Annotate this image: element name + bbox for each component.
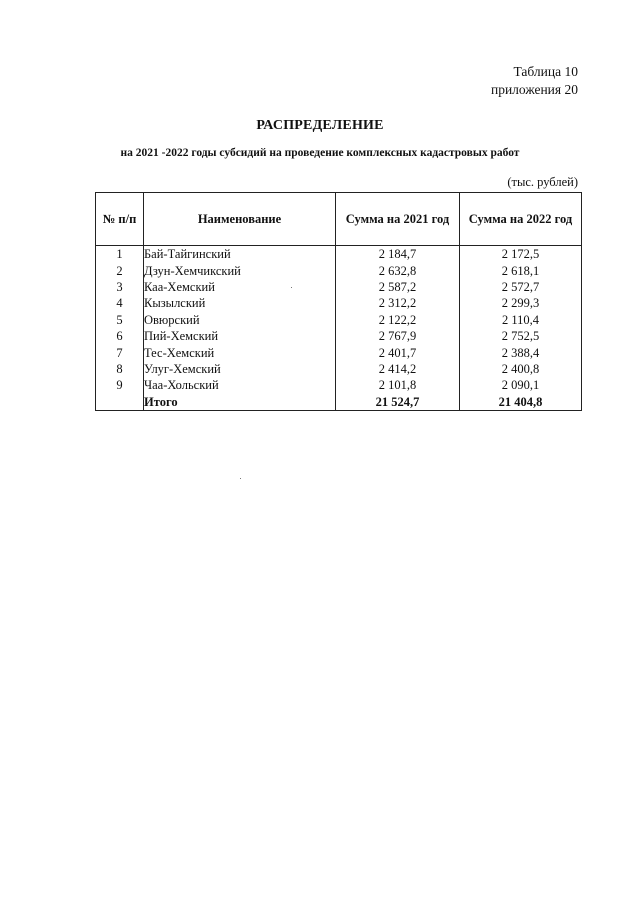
header-number: № п/п: [96, 193, 144, 246]
total-number-cell: [96, 394, 144, 411]
row-number: 7: [96, 344, 144, 360]
row-sum-2022: 2 400,8: [460, 361, 582, 377]
row-sum-2021: 2 414,2: [336, 361, 460, 377]
row-sum-2022: 2 572,7: [460, 279, 582, 295]
document-subtitle: на 2021 -2022 годы субсидий на проведение комплексных кадастровых работ: [120, 147, 520, 159]
row-district-name: Улуг-Хемский: [144, 361, 336, 377]
row-district-name: Дзун-Хемчикский: [144, 262, 336, 278]
table-row: [96, 344, 582, 360]
row-sum-2022: 2 110,4: [460, 312, 582, 328]
table-row: [96, 377, 582, 393]
row-number: 8: [96, 361, 144, 377]
row-number: 5: [96, 312, 144, 328]
row-sum-2021: 2 312,2: [336, 295, 460, 311]
row-district-name: Кызылский: [144, 295, 336, 311]
row-number: 3: [96, 279, 144, 295]
table-row: [96, 246, 582, 263]
header-sum-2022: Сумма на 2022 год: [460, 193, 582, 246]
row-sum-2022: 2 090,1: [460, 377, 582, 393]
header-row: [96, 193, 582, 246]
row-sum-2021: 2 101,8: [336, 377, 460, 393]
appendix-attachment-number: приложения 20: [490, 82, 578, 97]
table-row: [96, 295, 582, 311]
table-row: [96, 312, 582, 328]
row-sum-2021: 2 184,7: [336, 246, 460, 263]
row-number: 2: [96, 262, 144, 278]
row-sum-2021: 2 767,9: [336, 328, 460, 344]
table-row: [96, 279, 582, 295]
unit-label: (тыс. рублей): [507, 175, 578, 189]
row-sum-2021: 2 401,7: [336, 344, 460, 360]
appendix-reference: [491, 63, 578, 99]
row-number: 1: [96, 246, 144, 263]
row-number: 4: [96, 295, 144, 311]
header-name: Наименование: [144, 193, 336, 246]
row-district-name: Чаа-Хольский: [144, 377, 336, 393]
row-number: 6: [96, 328, 144, 344]
row-sum-2022: 2 618,1: [460, 262, 582, 278]
appendix-table-number: Таблица 10: [513, 64, 578, 79]
header-sum-2021: Сумма на 2021 год: [336, 193, 460, 246]
row-sum-2022: 2 388,4: [460, 344, 582, 360]
table-row: [96, 328, 582, 344]
table-row: [96, 361, 582, 377]
row-district-name: Каа-Хемский: [144, 279, 336, 295]
document-title: РАСПРЕДЕЛЕНИЕ: [256, 118, 384, 133]
table-body: [96, 246, 582, 411]
total-sum-2022: 21 404,8: [460, 394, 582, 411]
scan-speck: [291, 287, 292, 288]
row-sum-2022: 2 172,5: [460, 246, 582, 263]
total-row: [96, 394, 582, 411]
total-sum-2021: 21 524,7: [336, 394, 460, 411]
row-sum-2021: 2 632,8: [336, 262, 460, 278]
table-row: [96, 262, 582, 278]
row-district-name: Пий-Хемский: [144, 328, 336, 344]
row-sum-2022: 2 299,3: [460, 295, 582, 311]
row-district-name: Бай-Тайгинский: [144, 246, 336, 263]
row-sum-2021: 2 122,2: [336, 312, 460, 328]
subsidy-table: [95, 192, 582, 411]
row-sum-2022: 2 752,5: [460, 328, 582, 344]
table-header: [96, 193, 582, 246]
row-district-name: Овюрский: [144, 312, 336, 328]
row-number: 9: [96, 377, 144, 393]
row-sum-2021: 2 587,2: [336, 279, 460, 295]
row-district-name: Тес-Хемский: [144, 344, 336, 360]
total-label: Итого: [144, 394, 336, 411]
scan-speck: [240, 478, 241, 479]
